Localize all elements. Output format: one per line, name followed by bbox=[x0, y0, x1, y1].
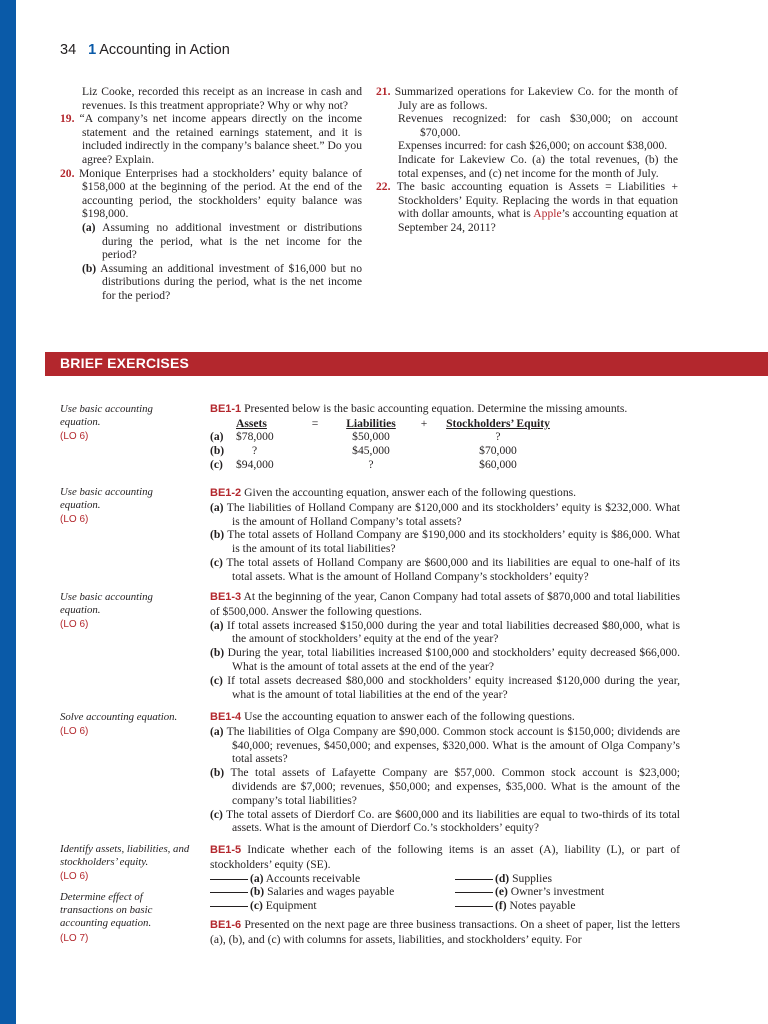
question-20-b bbox=[82, 262, 362, 303]
question-19-text: “A company’s net income appears directly on the income statement and the retained earnings statement, and it is included indirectly in the company’s balance sheet.” Do you agree? Explain. bbox=[79, 112, 362, 166]
apple-link[interactable]: Apple bbox=[533, 207, 562, 221]
exercise-text: Use the accounting equation to answer each of the following questions. bbox=[244, 710, 575, 723]
row-label: (a) bbox=[210, 430, 224, 444]
sidebar-note-be1-2 bbox=[60, 486, 190, 527]
list-item bbox=[210, 899, 455, 913]
cell-assets: $78,000 bbox=[236, 430, 274, 444]
answer-blank[interactable] bbox=[210, 892, 248, 893]
sidebar-note-text: Identify assets, liabilities, and stockholders’ equity. bbox=[60, 843, 190, 869]
item-text: Supplies bbox=[512, 871, 553, 885]
question-21-revenues: Revenues recognized: for cash $30,000; on account $70,000. bbox=[398, 112, 678, 139]
item-text: The liabilities of Olga Company are $90,000. Common stock account is $150,000; dividends are $40,000; revenues, $450,000; and expenses, $320,000. What is the amount of Olga Company’s total assets? bbox=[226, 724, 680, 766]
exercise-text: Presented on the next page are three business transactions. On a sheet of paper, list the letters (a), (b), and (c) with columns for assets, liabilities, and stockholders’ equity. For bbox=[210, 918, 680, 946]
table-row bbox=[210, 430, 558, 444]
question-20 bbox=[60, 167, 362, 221]
list-item bbox=[210, 725, 680, 766]
item-text: The liabilities of Holland Company are $120,000 and its stockholders’ equity is $232,000. What is the amount of Holland Company’s total assets? bbox=[226, 500, 680, 528]
list-item bbox=[210, 674, 680, 702]
equation-header-row bbox=[210, 417, 558, 431]
exercise-text: Given the accounting equation, answer each of the following questions. bbox=[244, 486, 577, 499]
question-20-a-text: Assuming no additional investment or distributions during the period, what is the net income for the period? bbox=[102, 220, 363, 262]
exercise-label: BE1-2 bbox=[210, 487, 242, 499]
sidebar-note-text: Use basic accounting equation. bbox=[60, 403, 153, 429]
answer-blank[interactable] bbox=[210, 879, 248, 880]
equation-table bbox=[210, 417, 558, 471]
question-21-ask: Indicate for Lakeview Co. (a) the total revenues, (b) the total expenses, and (c) net income for the month of July. bbox=[398, 152, 678, 180]
item-label: (a) bbox=[210, 724, 224, 738]
sidebar-note-be1-4 bbox=[60, 711, 190, 738]
question-22-number: 22. bbox=[376, 180, 391, 194]
item-label: (b) bbox=[210, 646, 225, 660]
left-blue-band bbox=[0, 0, 16, 1024]
chapter-number: 1 bbox=[88, 42, 97, 58]
list-item bbox=[210, 528, 680, 556]
item-text: Notes payable bbox=[509, 899, 576, 913]
learning-objective: (LO 6) bbox=[60, 431, 89, 443]
sidebar-note-be1-3 bbox=[60, 591, 190, 632]
cell-liabilities: $45,000 bbox=[352, 443, 390, 457]
item-text: If total assets increased $150,000 during the year and total liabilities decreased $80,000, what is the amount of stockholders’ equity at the end of the year? bbox=[227, 618, 680, 646]
exercise-be1-2 bbox=[210, 486, 680, 584]
page-number: 34 bbox=[60, 42, 77, 58]
item-label: (c) bbox=[250, 899, 263, 913]
item-label: (b) bbox=[210, 528, 225, 542]
exercise-label: BE1-4 bbox=[210, 711, 242, 723]
exercise-label: BE1-3 bbox=[210, 591, 242, 603]
learning-objective: (LO 6) bbox=[60, 871, 89, 883]
question-19-number: 19. bbox=[60, 112, 75, 126]
questions-right-column bbox=[376, 85, 678, 235]
cell-liabilities: $50,000 bbox=[352, 430, 390, 444]
list-item bbox=[210, 808, 680, 836]
item-label: (f) bbox=[495, 899, 507, 913]
question-19 bbox=[60, 112, 362, 166]
cell-equity: $70,000 bbox=[479, 443, 517, 457]
list-item bbox=[210, 885, 455, 899]
header-equity: Stockholders’ Equity bbox=[446, 416, 550, 430]
list-item bbox=[210, 646, 680, 674]
table-row bbox=[210, 458, 558, 472]
list-item bbox=[210, 872, 455, 886]
sidebar-note-text: Use basic accounting equation. bbox=[60, 486, 153, 512]
cell-equity: ? bbox=[495, 430, 501, 444]
item-label: (a) bbox=[250, 871, 264, 885]
item-text: Equipment bbox=[265, 899, 317, 913]
item-label: (c) bbox=[210, 673, 223, 687]
learning-objective: (LO 7) bbox=[60, 932, 89, 944]
item-label: (d) bbox=[495, 871, 510, 885]
item-label: (c) bbox=[210, 807, 223, 821]
sidebar-note-text: Use basic accounting equation. bbox=[60, 591, 153, 617]
list-item bbox=[455, 885, 680, 899]
item-label: (a) bbox=[210, 500, 224, 514]
answer-blank[interactable] bbox=[455, 879, 493, 880]
exercise-be1-5 bbox=[210, 843, 680, 913]
header-plus: + bbox=[420, 416, 428, 430]
header-assets: Assets bbox=[236, 416, 267, 430]
cell-equity: $60,000 bbox=[479, 457, 517, 471]
list-item bbox=[210, 766, 680, 807]
exercise-be1-3 bbox=[210, 590, 680, 701]
question-22-text-a: The basic accounting equation is Assets = Liabilities + Stockholders’ Equity. Replacing the words in that equation with dollar amounts, what is bbox=[396, 180, 678, 221]
sidebar-note-text: Solve accounting equation. bbox=[60, 711, 178, 723]
item-label: (a) bbox=[210, 618, 224, 632]
exercise-text: Presented below is the basic accounting equation. Determine the missing amounts. bbox=[244, 402, 628, 415]
row-label: (b) bbox=[210, 443, 225, 457]
question-20-text: Monique Enterprises had a stockholders’ equity balance of $158,000 at the beginning of the period. At the end of the accounting period, the stockholders’ equity balance was $198,000. bbox=[79, 166, 362, 221]
item-text: The total assets of Dierdorf Co. are $600,000 and its liabilities are equal to two-thirds of its total assets. What is the amount of Dierdorf Co.’s stockholders’ equity? bbox=[226, 807, 680, 835]
item-text: The total assets of Holland Company are $600,000 and its liabilities are equal to one-half of its total assets. What is the amount of Holland Company’s stockholders’ equity? bbox=[226, 555, 680, 583]
page-header bbox=[60, 42, 230, 58]
question-22-text-b: ’s accounting equation at September 24, 2011? bbox=[398, 207, 678, 234]
item-text: The total assets of Lafayette Company are $57,000. Common stock account is $23,000; dividends are $7,000; revenues, $50,000; and expenses, $35,000. What is the amount of the company’s total liabilities? bbox=[230, 766, 680, 807]
row-label: (c) bbox=[210, 457, 223, 471]
item-label: (b) bbox=[250, 885, 265, 899]
cell-liabilities: ? bbox=[368, 457, 374, 471]
exercise-label: BE1-1 bbox=[210, 403, 242, 415]
learning-objective: (LO 6) bbox=[60, 726, 89, 738]
question-20-a bbox=[82, 221, 362, 262]
item-text: If total assets decreased $80,000 and stockholders’ equity increased $120,000 during the year, what is the amount of total liabilities at the end of the year? bbox=[227, 673, 680, 701]
list-item bbox=[455, 872, 680, 886]
item-text: The total assets of Holland Company are $190,000 and its stockholders’ equity is $86,000. What is the amount of its total liabilities? bbox=[227, 528, 680, 556]
list-item bbox=[210, 501, 680, 529]
question-21-text: Summarized operations for Lakeview Co. for the month of July are as follows. bbox=[394, 85, 679, 112]
exercise-text: Indicate whether each of the following items is an asset (A), liability (L), or part of stockholders’ equity (SE). bbox=[210, 843, 680, 871]
item-text: During the year, total liabilities increased $100,000 and stockholders’ equity decreased $66,000. What is the amount of total assets at the end of the year? bbox=[227, 646, 681, 673]
exercise-be1-6 bbox=[210, 918, 680, 947]
questions-left-column bbox=[60, 85, 362, 303]
sidebar-note-be1-1 bbox=[60, 403, 190, 444]
question-21-number: 21. bbox=[376, 85, 391, 98]
item-text: Owner’s investment bbox=[510, 885, 605, 899]
section-title: BRIEF EXERCISES bbox=[60, 355, 190, 371]
list-item bbox=[210, 556, 680, 584]
sidebar-note-be1-6 bbox=[60, 891, 190, 945]
question-20-b-text: Assuming an additional investment of $16,000 but no distributions during the period, what is the net income for the period? bbox=[100, 261, 363, 302]
exercise-text: At the beginning of the year, Canon Company had total assets of $870,000 and total liabilities of $500,000. Answer the following questions. bbox=[210, 590, 680, 618]
cell-assets: ? bbox=[252, 443, 258, 457]
question-22 bbox=[376, 180, 678, 234]
header-equals: = bbox=[311, 416, 319, 430]
answer-blank[interactable] bbox=[455, 906, 493, 907]
learning-objective: (LO 6) bbox=[60, 514, 89, 526]
item-text: Accounts receivable bbox=[265, 871, 361, 885]
exercise-be1-1 bbox=[210, 402, 680, 471]
exercise-be1-4 bbox=[210, 710, 680, 835]
item-label: (e) bbox=[495, 885, 508, 899]
item-text: Salaries and wages payable bbox=[267, 885, 395, 899]
list-item bbox=[210, 619, 680, 647]
sidebar-note-be1-5 bbox=[60, 843, 190, 884]
exercise-label: BE1-5 bbox=[210, 844, 242, 856]
learning-objective: (LO 6) bbox=[60, 619, 89, 631]
header-liabilities: Liabilities bbox=[346, 416, 396, 430]
question-21 bbox=[376, 85, 678, 112]
list-item bbox=[455, 899, 680, 913]
classification-list bbox=[210, 872, 680, 913]
item-label: (b) bbox=[210, 766, 225, 780]
answer-blank[interactable] bbox=[455, 892, 493, 893]
answer-blank[interactable] bbox=[210, 906, 248, 907]
table-row bbox=[210, 444, 558, 458]
question-20-b-label: (b) bbox=[82, 261, 97, 275]
sidebar-note-text: Determine effect of transactions on basic accounting equation. bbox=[60, 891, 153, 930]
cell-assets: $94,000 bbox=[236, 457, 274, 471]
question-20-number: 20. bbox=[60, 166, 75, 180]
question-18-continued: Liz Cooke, recorded this receipt as an increase in cash and revenues. Is this treatment appropriate? Why or why not? bbox=[82, 85, 362, 112]
exercise-label: BE1-6 bbox=[210, 919, 242, 931]
item-label: (c) bbox=[210, 555, 223, 569]
chapter-title: Accounting in Action bbox=[99, 42, 230, 58]
question-21-expenses: Expenses incurred: for cash $26,000; on account $38,000. bbox=[398, 139, 668, 153]
question-20-a-label: (a) bbox=[82, 220, 96, 234]
